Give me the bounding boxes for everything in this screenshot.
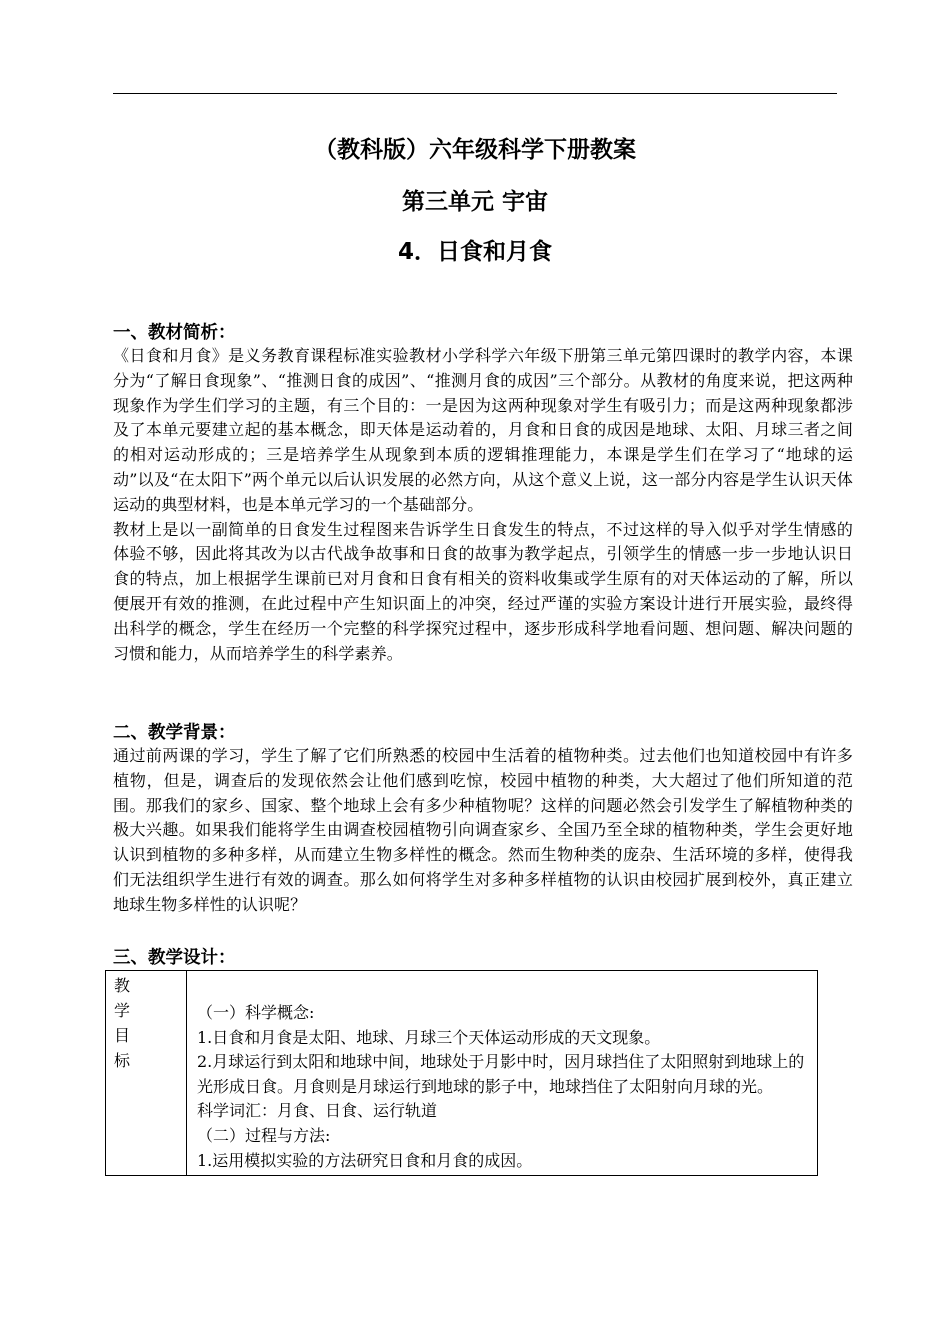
goal-line: 1.运用模拟实验的方法研究日食和月食的成因。 — [197, 1150, 533, 1170]
section-heading: 一、教材简析： — [113, 323, 236, 343]
section-textbook-analysis — [113, 322, 853, 666]
section-heading: 三、教学设计： — [113, 948, 236, 968]
goal-line: 1.日食和月食是太阳、地球、月球三个天体运动形成的天文现象。 — [197, 1027, 661, 1047]
goal-line: （二）过程与方法: — [197, 1125, 331, 1145]
goal-line: （一）科学概念: — [197, 1003, 315, 1022]
goal-line: 2.月球运行到太阳和地球中间，地球处于月影中时，因月球挡住了太阳照射到地球上的光形成日食。月食则是月球运行到地球的影子中，地球挡住了太阳射向月球的光。 — [197, 1052, 805, 1096]
paragraph: 教材上是以一副简单的日食发生过程图来告诉学生日食发生的特点，不过这样的导入似乎对学生情感的体验不够，因此将其改为以古代战争故事和日食的故事为教学起点，引领学生的情感一步一步地认识日食的特点，加上根据学生课前已对月食和日食有相关的资料收集或学生原有的对天体运动的了解，所以便展开有效的推测，在此过程中产生知识面上的冲突，经过严谨的实验方案设计进行开展实验，最终得出科学的概念，学生在经历一个完整的科学探究过程中，逐步形成科学地看问题、想问题、解决问题的习惯和能力，从而培养学生的科学素养。 — [113, 519, 853, 663]
teaching-goals-label: 教学目标 — [114, 976, 131, 1070]
table-content-cell — [187, 971, 818, 1176]
paragraph: 通过前两课的学习，学生了解了它们所熟悉的校园中生活着的植物种类。过去他们也知道校园中有许多植物，但是，调查后的发现依然会让他们感到吃惊，校园中植物的种类，大大超过了他们所知道的范围。那我们的家乡、国家、整个地球上会有多少种植物呢？这样的问题必然会引发学生了解植物种类的极大兴趣。如果我们能将学生由调查校园植物引向调查家乡、全国乃至全球的植物种类，学生会更好地认识到植物的多种多样，从而建立生物多样性的概念。然而生物种类的庞杂、生活环境的多样，使得我们无法组织学生进行有效的调查。那么如何将学生对多种多样植物的认识由校园扩展到校外，真正建立地球生物多样性的认识呢？ — [113, 746, 853, 914]
document-title: （教科版）六年级科学下册教案 — [314, 137, 636, 163]
goal-line: 科学词汇：月食、日食、运行轨道 — [197, 1101, 438, 1121]
section-teaching-background — [113, 722, 853, 918]
table-label-cell — [106, 971, 187, 1176]
unit-title: 第三单元 宇宙 — [401, 189, 548, 215]
teaching-design-table — [105, 970, 818, 1176]
lesson-title: 4．日食和月食 — [397, 239, 552, 265]
section-teaching-design — [113, 947, 853, 969]
header-rule — [113, 93, 837, 94]
section-heading: 二、教学背景： — [113, 723, 236, 743]
table-row — [106, 971, 818, 1176]
paragraph: 《日食和月食》是义务教育课程标准实验教材小学科学六年级下册第三单元第四课时的教学内容，本课分为“了解日食现象”、“推测日食的成因”、“推测月食的成因”三个部分。从教材的角度来说，把这两种现象作为学生们学习的主题，有三个目的：一是因为这两种现象对学生有吸引力；而是这两种现象都涉及了本单元要建立起的基本概念，即天体是运动着的，月食和日食的成因是地球、太阳、月球三者之间的相对运动形成的；三是培养学生从现象到本质的逻辑推理能力，本课是学生们在学习了“地球的运动”以及“在太阳下”两个单元以后认识发展的必然方向，从这个意义上说，这一部分内容是学生认识天体运动的典型材料，也是本单元学习的一个基础部分。 — [113, 346, 853, 514]
